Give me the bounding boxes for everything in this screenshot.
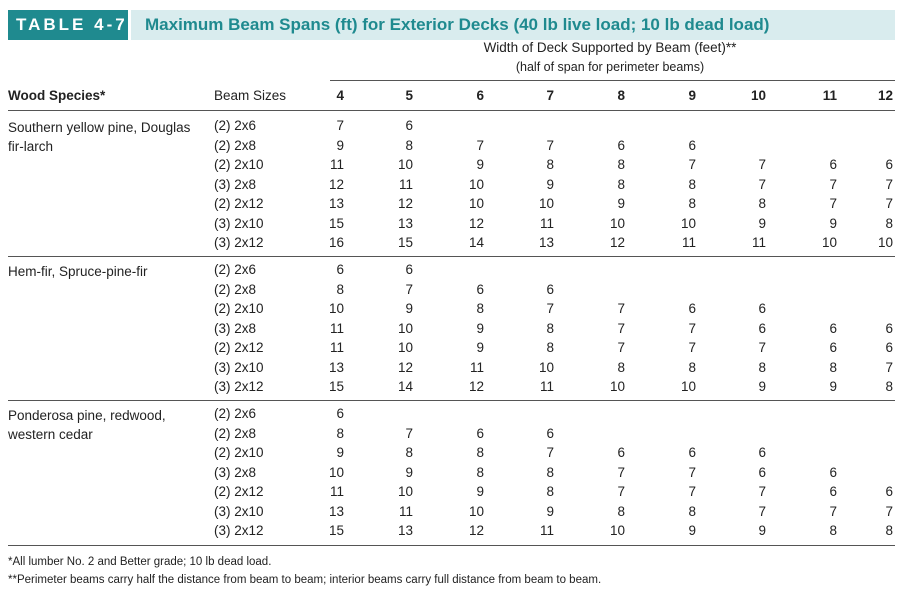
width-column-12: 12 [877,88,893,103]
span-value: 6 [336,262,344,277]
span-value: 15 [328,523,344,538]
span-value: 10 [877,235,893,250]
span-value: 8 [546,464,554,480]
beam-size: (2) 2x8 [214,281,257,297]
span-value: 8 [617,503,625,519]
beam-size: (2) 2x6 [214,118,257,133]
span-value: 11 [539,523,554,538]
span-value: 7 [688,464,696,480]
span-value: 10 [328,464,344,480]
span-value: 12 [609,235,625,250]
span-value: 9 [758,379,766,394]
beam-size: (2) 2x10 [214,301,264,316]
span-value: 9 [476,340,484,355]
span-value: 9 [476,157,484,172]
span-value: 6 [546,425,554,441]
span-value: 6 [688,301,696,316]
span-value: 10 [328,301,344,316]
span-value: 12 [397,196,413,211]
span-value: 10 [468,176,484,192]
span-value: 8 [617,176,625,192]
span-value: 9 [336,137,344,153]
species-column-header: Wood Species* [8,88,106,103]
span-value: 6 [617,137,625,153]
span-value: 8 [688,196,696,211]
species-name: Southern yellow pine, Douglas fir-larch [8,120,191,154]
span-value: 8 [476,464,484,480]
span-value: 12 [468,215,484,231]
beam-size: (2) 2x12 [214,484,264,499]
width-column-11: 11 [822,88,837,103]
span-value: 7 [758,503,766,519]
beam-size: (3) 2x10 [214,503,264,519]
header-rule [330,80,895,81]
width-column-10: 10 [750,88,766,103]
span-value: 7 [758,157,766,172]
span-value: 6 [546,281,554,297]
span-value: 7 [885,176,893,192]
beam-size: (3) 2x12 [214,523,264,538]
span-value: 7 [617,320,625,336]
span-value: 10 [609,379,625,394]
span-value: 9 [688,523,696,538]
span-value: 8 [405,137,413,153]
span-value: 8 [476,445,484,460]
span-value: 7 [546,445,554,460]
span-value: 7 [688,157,696,172]
span-value: 10 [609,523,625,538]
span-value: 7 [476,137,484,153]
span-value: 8 [688,503,696,519]
span-value: 6 [829,484,837,499]
span-value: 6 [758,320,766,336]
span-value: 11 [398,503,413,519]
span-value: 9 [617,196,625,211]
species-name: Ponderosa pine, redwood, western cedar [8,408,166,442]
span-value: 10 [821,235,837,250]
span-value: 8 [336,425,344,441]
span-value: 11 [469,359,484,375]
table-banner [0,5,903,37]
beam-size: (2) 2x10 [214,157,264,172]
span-value: 12 [397,359,413,375]
beam-size: (3) 2x10 [214,359,264,375]
span-value: 7 [336,118,344,133]
sizes-column-header: Beam Sizes [214,88,287,103]
width-column-5: 5 [405,88,413,103]
span-value: 6 [617,445,625,460]
row-rule [8,545,895,546]
span-value: 6 [336,406,344,421]
span-value: 11 [329,340,344,355]
span-value: 10 [397,157,413,172]
span-value: 11 [398,176,413,192]
span-value: 12 [468,523,484,538]
span-value: 10 [397,484,413,499]
span-value: 13 [328,503,344,519]
span-value: 9 [476,484,484,499]
span-value: 7 [758,176,766,192]
span-value: 7 [758,340,766,355]
span-value: 8 [617,359,625,375]
beam-size: (3) 2x8 [214,320,257,336]
span-value: 7 [829,196,837,211]
span-value: 8 [758,359,766,375]
span-value: 8 [688,359,696,375]
width-column-9: 9 [688,88,696,103]
beam-size: (3) 2x12 [214,379,264,394]
span-value: 9 [829,215,837,231]
span-value: 8 [546,320,554,336]
span-value: 8 [885,379,893,394]
span-value: 11 [329,484,344,499]
span-value: 7 [546,301,554,316]
span-value: 15 [328,215,344,231]
span-value: 7 [885,196,893,211]
span-value: 8 [546,340,554,355]
beam-size: (3) 2x10 [214,215,264,231]
span-value: 7 [688,484,696,499]
span-value: 9 [546,503,554,519]
span-value: 8 [405,445,413,460]
span-value: 11 [329,320,344,336]
span-value: 7 [885,359,893,375]
span-value: 9 [758,215,766,231]
span-value: 6 [829,464,837,480]
span-value: 7 [617,484,625,499]
span-value: 15 [328,379,344,394]
span-value: 7 [546,137,554,153]
beam-size: (3) 2x12 [214,235,264,250]
span-value: 7 [885,503,893,519]
span-value: 12 [328,176,344,192]
span-value: 15 [397,235,413,250]
beam-size: (3) 2x8 [214,176,257,192]
span-value: 11 [539,379,554,394]
span-value: 12 [468,379,484,394]
span-value: 9 [758,523,766,538]
beam-size: (2) 2x12 [214,340,264,355]
span-value: 10 [397,340,413,355]
span-value: 8 [885,215,893,231]
span-value: 6 [688,137,696,153]
span-value: 9 [405,464,413,480]
span-value: 10 [538,196,554,211]
span-value: 7 [617,301,625,316]
span-value: 7 [758,484,766,499]
width-column-4: 4 [336,88,344,103]
span-value: 8 [546,157,554,172]
span-value: 11 [681,235,696,250]
table-title: Maximum Beam Spans (ft) for Exterior Decks (40 lb live load; 10 lb dead load) [131,10,895,40]
span-value: 6 [405,118,413,133]
span-value: 11 [329,157,344,172]
span-value: 10 [468,503,484,519]
span-value: 11 [751,235,766,250]
span-value: 8 [829,523,837,538]
row-rule [8,400,895,401]
span-value: 6 [885,320,893,336]
span-value: 6 [758,464,766,480]
span-value: 6 [476,281,484,297]
span-value: 14 [468,235,484,250]
span-value: 10 [468,196,484,211]
span-value: 8 [546,484,554,499]
span-value: 10 [609,215,625,231]
span-value: 8 [336,281,344,297]
span-value: 7 [617,340,625,355]
span-value: 8 [829,359,837,375]
width-column-6: 6 [476,88,484,103]
footnote-1: *All lumber No. 2 and Better grade; 10 lb dead load. [8,556,272,568]
span-value: 10 [397,320,413,336]
beam-size: (2) 2x6 [214,262,257,277]
span-value: 16 [328,235,344,250]
beam-size: (2) 2x12 [214,196,264,211]
span-value: 7 [829,503,837,519]
span-value: 7 [688,340,696,355]
span-value: 6 [476,425,484,441]
span-value: 13 [328,196,344,211]
span-value: 7 [405,281,413,297]
span-value: 10 [538,359,554,375]
span-value: 8 [885,523,893,538]
span-value: 13 [538,235,554,250]
beam-size: (2) 2x6 [214,406,257,421]
span-value: 9 [829,379,837,394]
span-value: 6 [829,340,837,355]
width-subheader: (half of span for perimeter beams) [515,60,705,74]
width-column-8: 8 [617,88,625,103]
span-value: 6 [885,340,893,355]
width-column-7: 7 [546,88,554,103]
span-value: 7 [829,176,837,192]
span-value: 6 [758,301,766,316]
span-value: 6 [758,445,766,460]
span-value: 8 [476,301,484,316]
span-value: 6 [829,157,837,172]
table-label: TABLE 4-7 [8,10,128,40]
span-value: 13 [328,359,344,375]
span-value: 8 [617,157,625,172]
row-rule [8,256,895,257]
span-value: 14 [397,379,413,394]
span-value: 13 [397,215,413,231]
species-name: Hem-fir, Spruce-pine-fir [8,264,148,279]
span-value: 9 [476,320,484,336]
span-value: 6 [829,320,837,336]
row-rule [8,110,895,111]
span-value: 8 [688,176,696,192]
span-value: 9 [336,445,344,460]
span-value: 11 [539,215,554,231]
span-value: 7 [405,425,413,441]
beam-size: (2) 2x8 [214,137,257,153]
beam-size: (3) 2x8 [214,464,257,480]
width-header: Width of Deck Supported by Beam (feet)** [483,40,737,55]
span-value: 10 [680,379,696,394]
span-value: 7 [688,320,696,336]
beam-size: (2) 2x8 [214,425,257,441]
span-value: 9 [546,176,554,192]
span-value: 6 [885,157,893,172]
span-value: 8 [758,196,766,211]
beam-size: (2) 2x10 [214,445,264,460]
span-value: 10 [680,215,696,231]
span-value: 9 [405,301,413,316]
footnote-2: **Perimeter beams carry half the distance from beam to beam; interior beams carry full distance from beam to beam. [8,574,602,586]
span-value: 13 [397,523,413,538]
span-value: 6 [885,484,893,499]
span-value: 6 [405,262,413,277]
span-value: 6 [688,445,696,460]
span-value: 7 [617,464,625,480]
